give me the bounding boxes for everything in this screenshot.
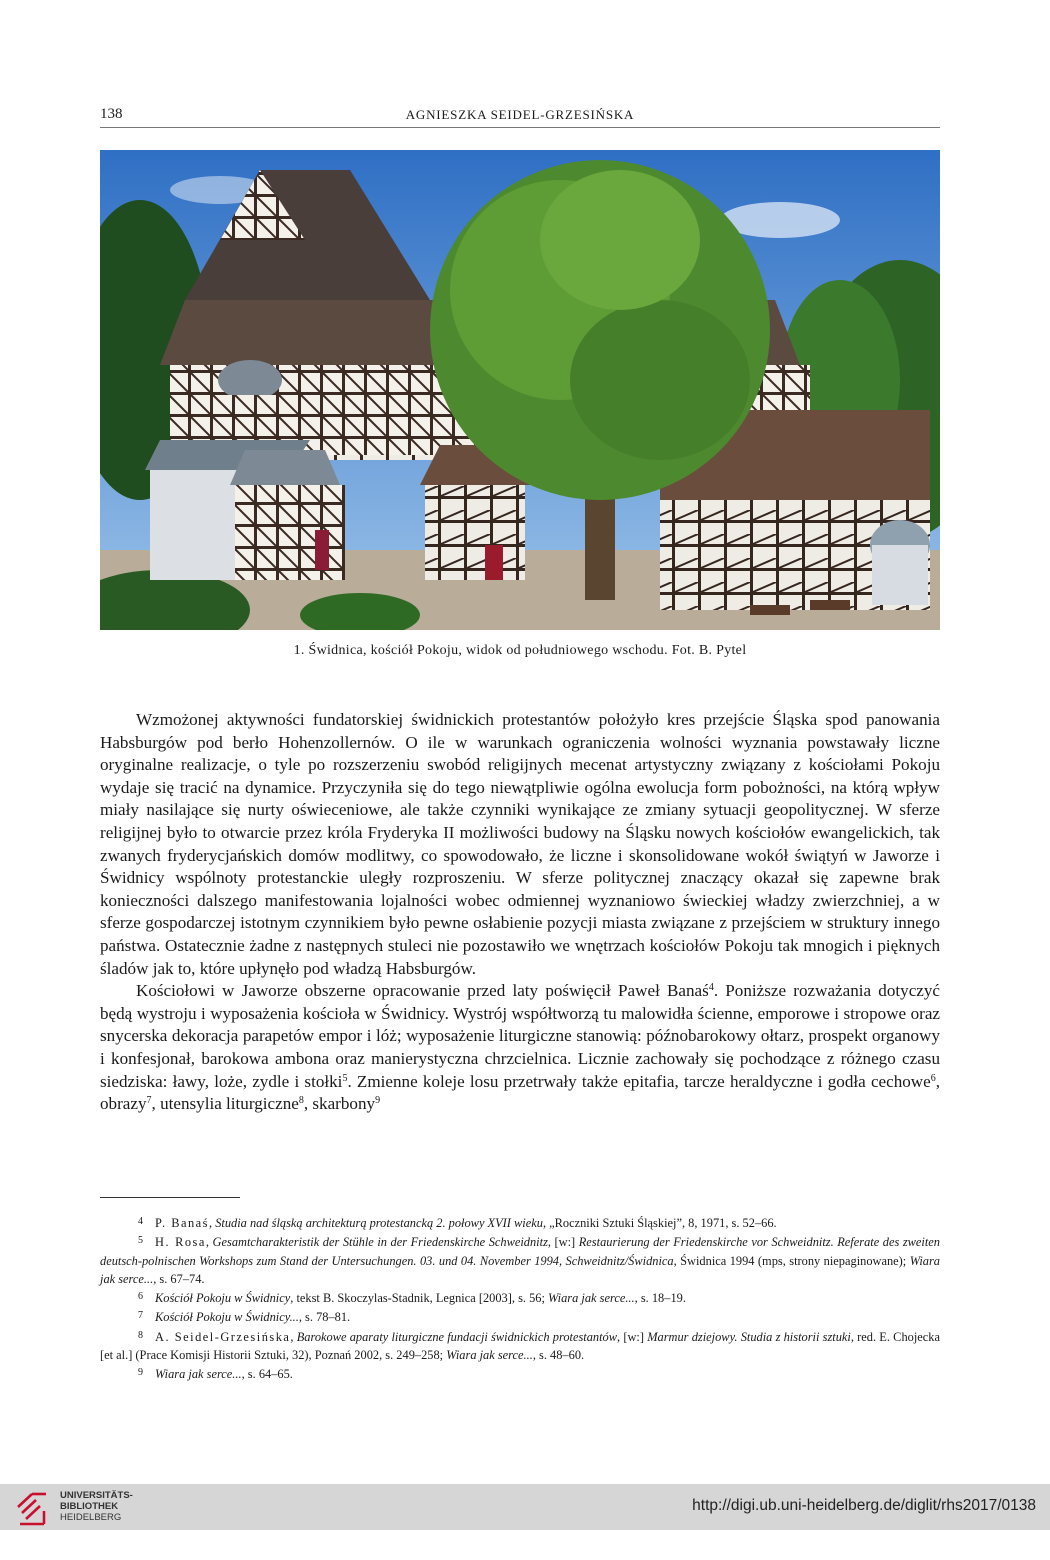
church-photograph [100, 150, 940, 630]
library-name-line: UNIVERSITÄTS- [60, 1490, 133, 1501]
p2-segment: . Poniższe rozważania dotyczyć będą wystroju i wyposażenia kościoła w Świdnicy. Wystrój współtworzą tu malowidła ścienne, emporowe i stropowe oraz snycerska dekoracja parapetów empor i lóż; wyposażenie liturgiczne stanowią: późnobarokowy ołtarz, prospekt organowy i konfesjonał, barokowa ambona oraz manierystyczna chrzcielnica. Licznie zachowały się pochodzące z różnego czasu siedziska: ławy, loże, zydle i stołki [100, 981, 941, 1091]
footnote-text: , „Roczniki Sztuki Śląskiej”, 8, 1971, s. 52–66. [542, 1216, 777, 1230]
paragraph-2 [100, 980, 940, 1116]
footnote-text: , s. 48–60. [532, 1348, 585, 1363]
footnote-ref: 8 [298, 1095, 304, 1107]
footnote-text: , s. 18–19. [634, 1291, 686, 1306]
footnote-9 [100, 1364, 940, 1383]
footnote-text: , [290, 1329, 297, 1344]
library-name-line: BIBLIOTHEK [60, 1501, 119, 1512]
footnote-text: , [205, 1235, 213, 1250]
header-rule [100, 127, 940, 128]
footnote-author: H. Rosa [155, 1235, 206, 1250]
footnote-5 [100, 1232, 940, 1288]
footnote-text: , s. 67–74. [153, 1271, 205, 1286]
footnote-ref: 7 [146, 1095, 152, 1107]
footnote-6 [100, 1288, 940, 1307]
footnote-title: Wiara jak serce... [100, 1253, 940, 1286]
footnote-title: Restaurierung der Friedenskirche vor Schweidnitz. Referate des zweiten deutsch-polnischen Workshops zum Stand der Untersuchungen. 03. und 04. November 1994, Schweidnitz/Świdnica [100, 1235, 940, 1268]
p2-segment: . Zmienne koleje losu przetrwały także epitafia, tarcze heraldyczne i godła cechowe [347, 1071, 931, 1091]
footnotes [100, 1213, 940, 1384]
footnote-title: Barokowe aparaty liturgiczne fundacji świdnickich protestantów [296, 1329, 618, 1344]
footnote-text: , [209, 1216, 216, 1230]
footnote-text: , Świdnica 1994 (mps, strony niepaginowane); [673, 1253, 910, 1268]
footnote-ref: 5 [342, 1072, 348, 1084]
figure-caption: 1. Świdnica, kościół Pokoju, widok od południowego wschodu. Fot. B. Pytel [293, 643, 747, 658]
footnote-number: 5 [138, 1235, 143, 1247]
footnote-number: 7 [138, 1310, 143, 1322]
footnote-title: Gesamtcharakteristik der Stühle in der Friedenskirche Schweidnitz [212, 1235, 548, 1250]
footnote-number: 8 [138, 1329, 143, 1341]
footnote-ref: 9 [375, 1095, 381, 1107]
footnote-number: 6 [138, 1291, 143, 1303]
footnote-text: , tekst B. Skoczylas-Stadnik, Legnica [2003], s. 56; [290, 1291, 549, 1306]
photo-illustration [100, 150, 940, 630]
footnote-number: 9 [138, 1367, 143, 1379]
footnote-text: , [w:] [617, 1329, 648, 1344]
running-head: AGNIESZKA SEIDEL-GRZESIŃSKA [405, 107, 635, 122]
footnote-title: Wiara jak serce... [548, 1291, 635, 1306]
university-library-logo-icon [14, 1491, 50, 1527]
footnote-text: , [w:] [547, 1235, 579, 1250]
library-name [60, 1490, 133, 1523]
footnote-8 [100, 1327, 940, 1365]
footnote-title: Marmur dziejowy. Studia z historii sztuki [647, 1329, 851, 1344]
footnote-text: , red. E. Chojecka [et al.] (Prace Komisji Historii Sztuki, 32), Poznań 2002, s. 249–258; [100, 1329, 940, 1363]
digitization-footer [0, 1484, 1050, 1530]
footnote-title: Studia nad śląską architekturą protestancką 2. połowy XVII wieku [215, 1216, 543, 1230]
footnote-ref: 4 [708, 982, 714, 994]
p2-segment: , obrazy [100, 1071, 941, 1114]
footnote-title: Kościół Pokoju w Świdnicy... [155, 1310, 299, 1325]
p2-segment: Kościołowi w Jaworze obszerne opracowanie przed laty poświęcił Paweł Banaś [136, 981, 709, 1001]
permalink-url[interactable]: http://digi.ub.uni-heidelberg.de/diglit/rhs2017/0138 [692, 1497, 1036, 1514]
p2-segment: , skarbony [303, 1094, 376, 1114]
footnote-text: , s. 78–81. [298, 1310, 351, 1325]
footnote-text: , s. 64–65. [241, 1367, 293, 1382]
footnote-author: A. Seidel-Grzesińska [155, 1329, 291, 1344]
footnote-title: Wiara jak serce... [446, 1348, 533, 1363]
page-number: 138 [100, 106, 123, 122]
footnote-title: Kościół Pokoju w Świdnicy [155, 1291, 291, 1306]
footnote-4 [100, 1213, 940, 1232]
footnote-rule [100, 1197, 240, 1198]
footnote-7 [100, 1307, 940, 1326]
footnote-title: Wiara jak serce... [155, 1367, 242, 1382]
p2-segment: , utensylia liturgiczne [151, 1094, 299, 1114]
footnote-number: 4 [138, 1216, 143, 1227]
footnote-author: P. Banaś [155, 1216, 209, 1230]
main-text [100, 709, 940, 1116]
library-name-line: HEIDELBERG [60, 1512, 122, 1523]
footnote-ref: 6 [930, 1072, 936, 1084]
paragraph-1: Wzmożonej aktywności fundatorskiej świdnickich protestantów położyło kres przejście Śląska spod panowania Habsburgów pod berło Hohenzollernów. O ile w warunkach ograniczenia wolności wyznania powstawały liczne oryginalne realizacje, o tyle po rozszerzeniu swobód religijnych mecenat artystyczny związany z kościołami Pokoju wydaje się tracić na dynamice. Przyczyniła się do tego niewątpliwie ogólna ewolucja form pobożności, na którą wpływ miały nasilające się nurty oświeceniowe, ale także czynniki wynikające ze zmiany sytuacji geopolitycznej. W sferze religijnej było to otwarcie przez króla Fryderyka II możliwości budowy na Śląsku nowych kościołów ewangelickich, tak zwanych fryderycjańskich domów modlitwy, co spowodowało, że liczne i skonsolidowane wokół świątyń w Jaworze i Świdnicy wspólnoty protestanckie uległy rozproszeniu. W sferze politycznej znaczący okazał się zapewne brak konieczności dalszego manifestowania lojalności wobec odmiennej wyznaniowo świeckiej władzy zwierzchniej, a w sferze gospodarczej istotnym czynnikiem było pewne osłabienie pozycji miasta związane z przejściem w struktury innego państwa. Ostatecznie żadne z następnych stuleci nie pozostawiło we wnętrzach kościołów Pokoju tak mnogich i pięknych śladów jak to, które upłynęło pod władzą Habsburgów. [100, 710, 940, 978]
